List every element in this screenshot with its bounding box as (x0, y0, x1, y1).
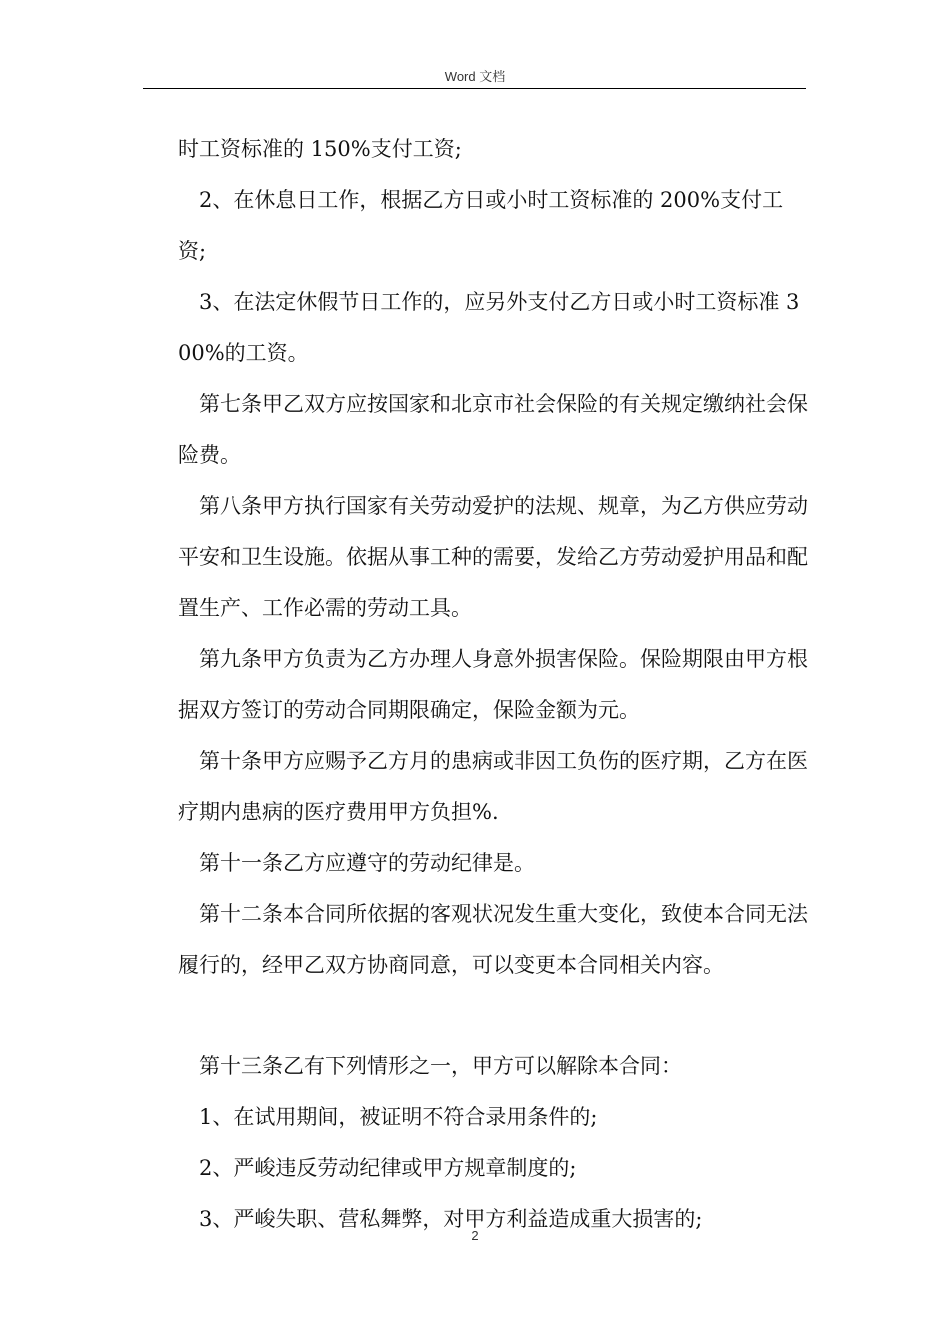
paragraph: 2、严峻违反劳动纪律或甲方规章制度的; (199, 1156, 577, 1180)
paragraph: 3、严峻失职、营私舞弊，对甲方利益造成重大损害的; (199, 1207, 703, 1231)
paragraph: 第十一条乙方应遵守的劳动纪律是。 (199, 851, 535, 875)
paragraph: 1、在试用期间，被证明不符合录用条件的; (199, 1105, 598, 1129)
paragraph: 第十三条乙有下列情形之一，甲方可以解除本合同： (199, 1054, 682, 1078)
page-header: Word 文档 (444, 69, 506, 84)
header-divider (143, 88, 806, 89)
paragraph: 2、在休息日工作，根据乙方日或小时工资标准的 200%支付工资; (178, 188, 784, 263)
paragraph: 第十二条本合同所依据的客观状况发生重大变化，致使本合同无法履行的，经甲乙双方协商同意，可以变更本合同相关内容。 (178, 902, 808, 977)
paragraph: 第八条甲方执行国家有关劳动爱护的法规、规章，为乙方供应劳动平安和卫生设施。依据从事工种的需要，发给乙方劳动爱护用品和配置生产、工作必需的劳动工具。 (178, 494, 808, 620)
document-body (178, 124, 808, 1245)
paragraph: 时工资标准的 150%支付工资; (178, 137, 462, 161)
page-number: 2 (471, 1228, 479, 1243)
paragraph: 3、在法定休假节日工作的，应另外支付乙方日或小时工资标准 300%的工资。 (178, 290, 800, 365)
paragraph: 第十条甲方应赐予乙方月的患病或非因工负伤的医疗期，乙方在医疗期内患病的医疗费用甲方负担%. (178, 749, 808, 824)
paragraph: 第七条甲乙双方应按国家和北京市社会保险的有关规定缴纳社会保险费。 (178, 392, 808, 467)
paragraph: 第九条甲方负责为乙方办理人身意外损害保险。保险期限由甲方根据双方签订的劳动合同期限确定，保险金额为元。 (178, 647, 808, 722)
